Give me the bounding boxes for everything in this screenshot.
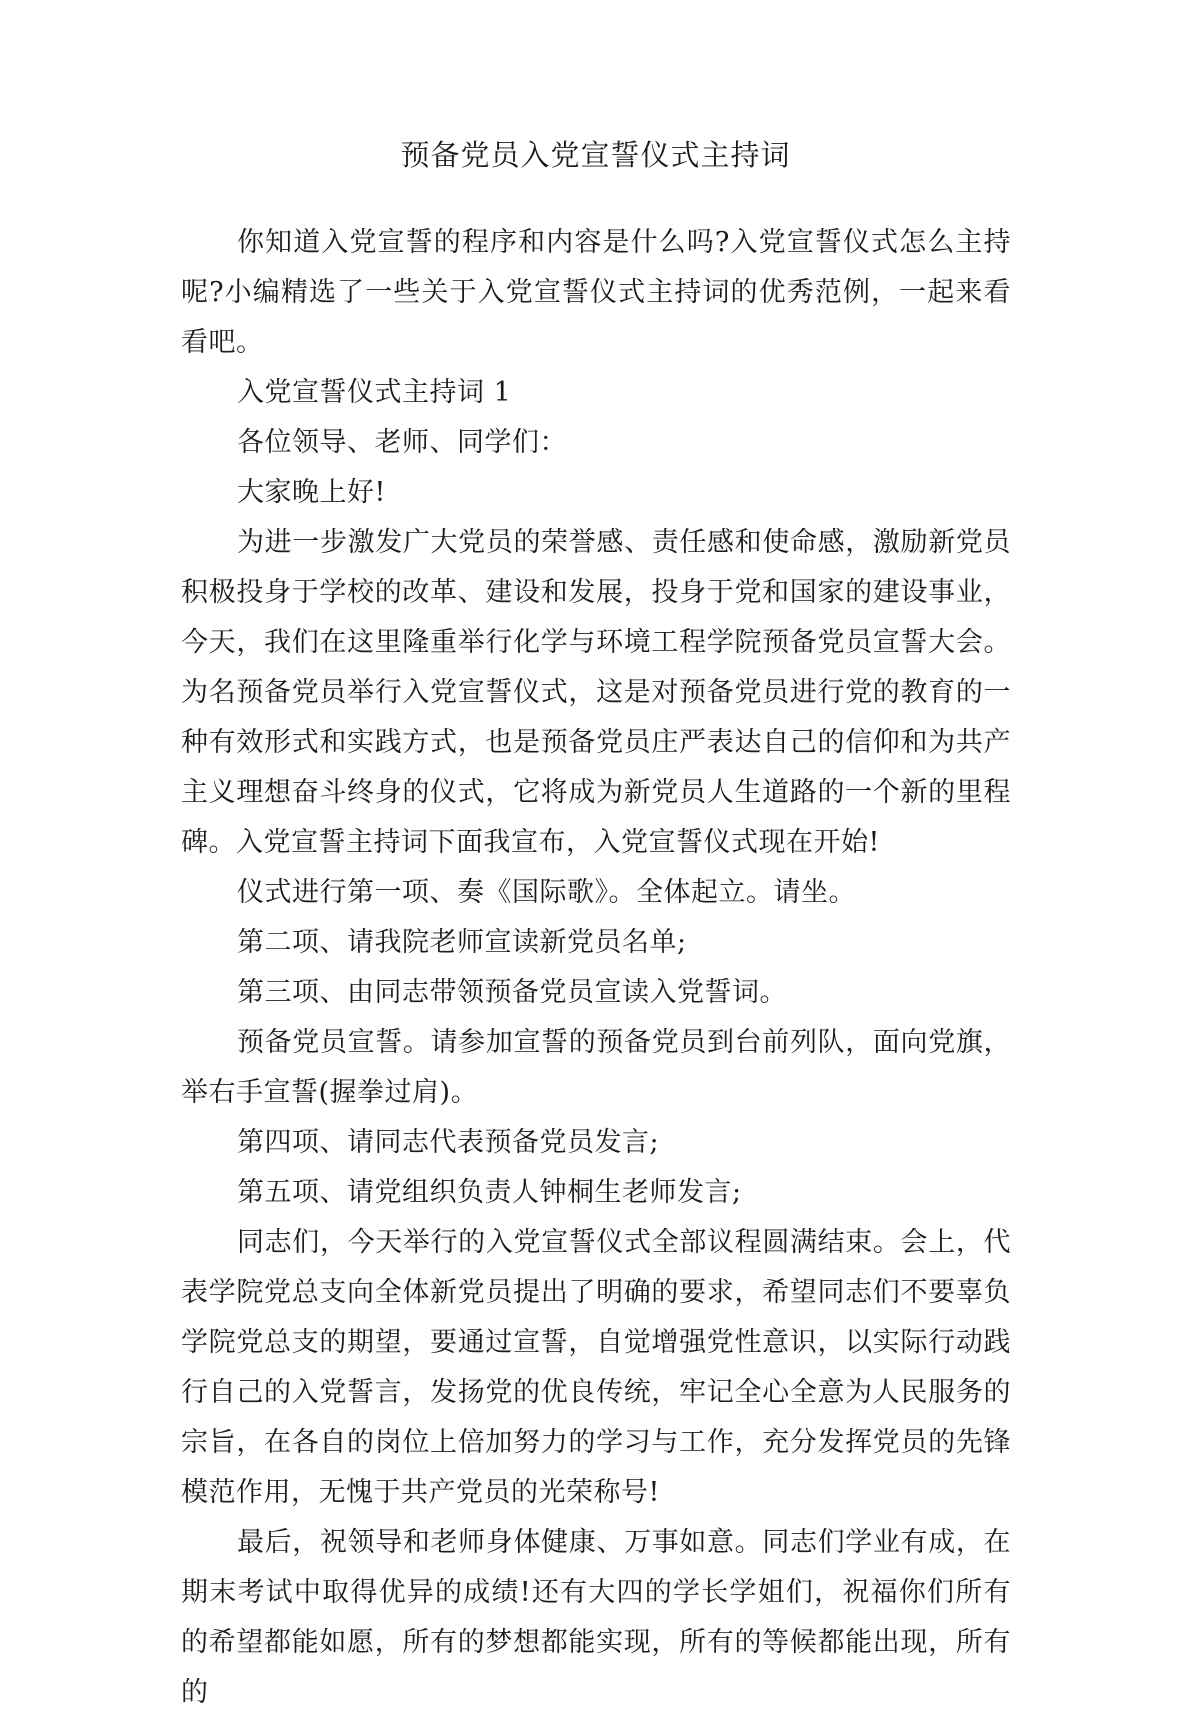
- paragraph-opening: 为进一步激发广大党员的荣誉感、责任感和使命感，激励新党员积极投身于学校的改革、建设和发展，投身于党和国家的建设事业，今天，我们在这里隆重举行化学与环境工程学院预备党员宣誓大会。为名预备党员举行入党宣誓仪式，这是对预备党员进行党的教育的一种有效形式和实践方式，也是预备党员庄严表达自己的信仰和为共产主义理想奋斗终身的仪式，它将成为新党员人生道路的一个新的里程碑。入党宣誓主持词下面我宣布，入党宣誓仪式现在开始!: [181, 527, 1011, 858]
- document-title: 预备党员入党宣誓仪式主持词: [400, 138, 791, 172]
- paragraph-step-5: 第五项、请党组织负责人钟桐生老师发言;: [237, 1177, 742, 1208]
- paragraph-step-4: 第四项、请同志代表预备党员发言;: [237, 1127, 660, 1158]
- paragraph-salutation: 各位领导、老师、同学们：: [237, 427, 567, 458]
- paragraph-closing: 同志们，今天举行的入党宣誓仪式全部议程圆满结束。会上，代表学院党总支向全体新党员提出了明确的要求，希望同志们不要辜负学院党总支的期望，要通过宣誓，自觉增强党性意识，以实际行动践行自己的入党誓言，发扬党的优良传统，牢记全心全意为人民服务的宗旨，在各自的岗位上倍加努力的学习与工作，充分发挥党员的先锋模范作用，无愧于共产党员的光荣称号!: [181, 1227, 1011, 1508]
- paragraph-oath: 预备党员宣誓。请参加宣誓的预备党员到台前列队，面向党旗，举右手宣誓(握拳过肩)。: [181, 1027, 1011, 1108]
- paragraph-step-2: 第二项、请我院老师宣读新党员名单;: [237, 927, 687, 958]
- paragraph-section-heading: 入党宣誓仪式主持词 1: [237, 377, 512, 408]
- document-body: [181, 218, 1011, 1718]
- paragraph-step-1: 仪式进行第一项、奏《国际歌》。全体起立。请坐。: [237, 877, 856, 908]
- paragraph-intro: 你知道入党宣誓的程序和内容是什么吗?入党宣誓仪式怎么主持呢?小编精选了一些关于入党宣誓仪式主持词的优秀范例，一起来看看吧。: [181, 227, 1011, 358]
- paragraph-final-wishes: 最后，祝领导和老师身体健康、万事如意。同志们学业有成，在期末考试中取得优异的成绩!还有大四的学长学姐们，祝福你们所有的希望都能如愿，所有的梦想都能实现，所有的等候都能出现，所有的: [181, 1527, 1011, 1708]
- paragraph-step-3: 第三项、由同志带领预备党员宣读入党誓词。: [237, 977, 787, 1008]
- paragraph-greeting: 大家晚上好!: [237, 477, 386, 508]
